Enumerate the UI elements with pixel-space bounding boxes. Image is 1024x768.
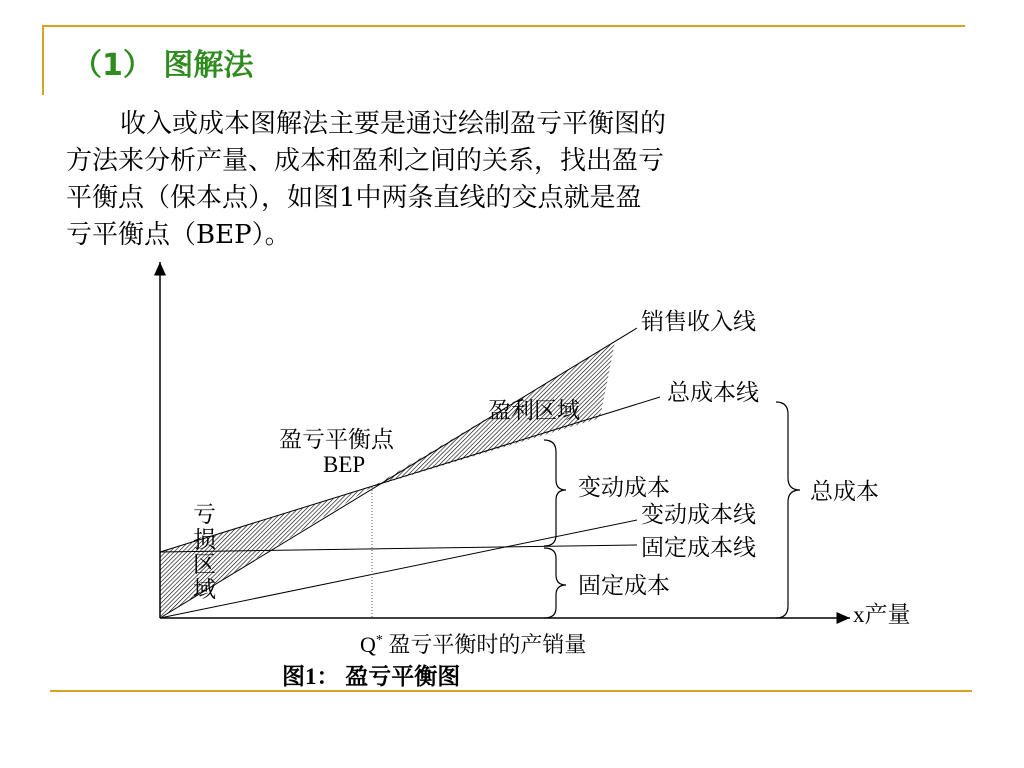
variable-cost-brace [544,440,566,546]
sales-revenue-line [160,328,637,618]
fixed-cost-label: 固定成本 [578,573,670,598]
q-superscript: * [375,633,383,648]
loss-area-label-char: 亏 [193,502,216,527]
variable-cost-label: 变动成本 [578,475,670,500]
profit-area-label: 盈利区域 [488,398,580,423]
fixed-cost-brace [544,548,566,618]
paragraph-line: 收入或成本图解法主要是通过绘制盈亏平衡图的 [120,109,667,139]
total-cost-line-label: 总成本线 [667,380,759,405]
variable-cost-line-label: 变动成本线 [641,502,756,527]
bottom-divider [50,690,972,692]
q-description: 盈亏平衡时的产销量 [382,632,587,657]
x-axis-label: x产量 [853,602,911,627]
q-symbol: Q [360,632,376,657]
sales-line-label: 销售收入线 [641,309,756,334]
loss-area-label-char: 域 [193,577,216,602]
bep-name-label: 盈亏平衡点 [279,427,394,452]
q-star-label [360,632,586,657]
total-cost-brace [776,402,800,618]
bep-abbr-label: BEP [323,452,366,477]
loss-area-label-char: 损 [193,527,216,552]
paragraph-line: 方法来分析产量、成本和盈利之间的关系，找出盈亏 [66,146,665,176]
figure-caption: 图1： 盈亏平衡图 [282,664,461,689]
paragraph-line: 平衡点（保本点），如图1中两条直线的交点就是盈 [66,183,642,213]
section-heading: （1） 图解法 [72,48,254,83]
loss-area-label-char: 区 [193,552,216,577]
fixed-cost-line-label: 固定成本线 [641,535,756,560]
total-cost-label: 总成本 [810,479,879,504]
paragraph-line: 亏平衡点（BEP）。 [66,220,291,250]
